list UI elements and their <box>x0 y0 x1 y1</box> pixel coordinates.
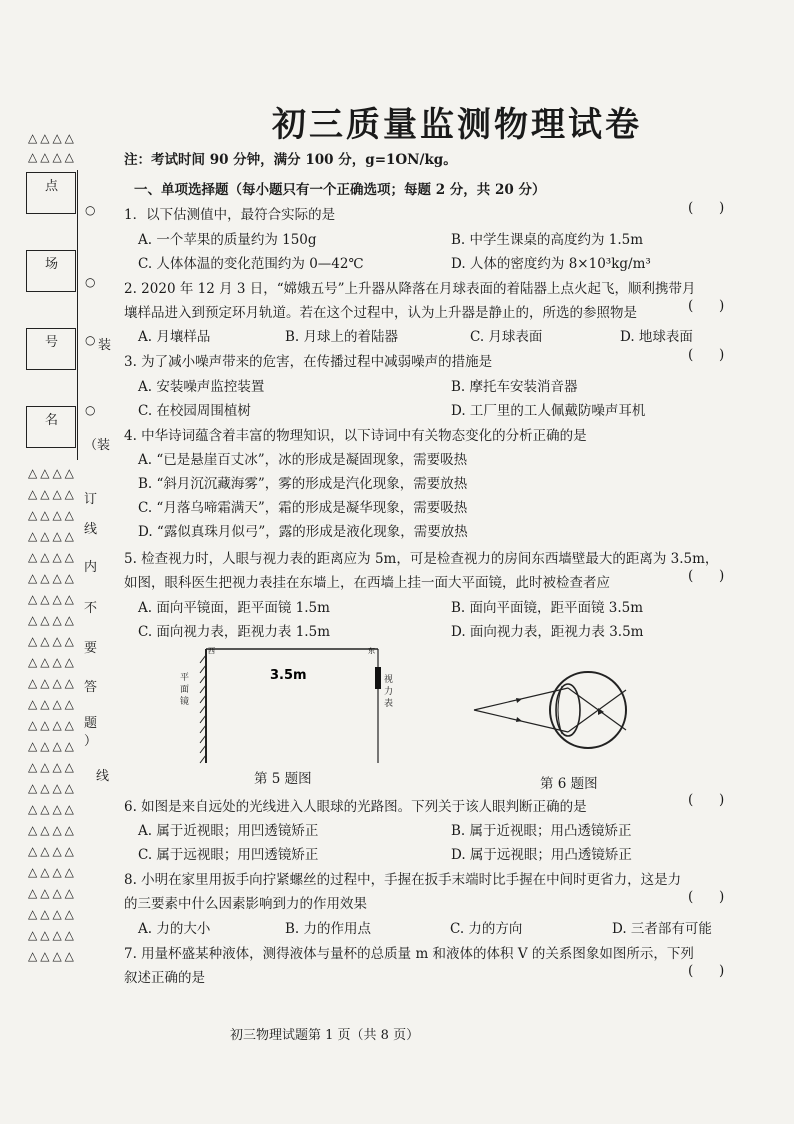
figure-6-eye-diagram <box>470 660 660 760</box>
triangle-row: △△△△ <box>28 529 77 543</box>
triangle-row: △△△△ <box>28 592 77 606</box>
binding-char: 要 <box>84 641 98 656</box>
info-box-2: 场 <box>26 250 76 292</box>
east-label: 东 <box>368 647 375 655</box>
q7-stem-line2: 叙述正确的是 <box>124 970 205 986</box>
triangle-row: △△△△ <box>28 844 77 858</box>
triangle-row: △△△△ <box>28 949 77 963</box>
triangle-row: △△△△ <box>28 697 77 711</box>
mirror-label: 平面镜 <box>180 673 190 707</box>
eye-lens <box>556 684 580 736</box>
q8-option-a: A. 力的大小 <box>138 921 211 937</box>
binding-char: 线 <box>84 522 98 537</box>
binding-char: （装 <box>84 438 111 453</box>
triangle-row: △△△△ <box>28 739 77 753</box>
triangle-row: △△△△ <box>28 613 77 627</box>
q3-option-a: A. 安装噪声监控装置 <box>138 379 265 395</box>
eyeball <box>550 672 626 748</box>
binding-char: 题 <box>84 716 98 731</box>
q6-answer-slot[interactable]: ( ) <box>688 792 725 808</box>
q2-stem-line2: 壤样品进入到预定环月轨道。若在这个过程中，认为上升器是静止的，所选的参照物是 <box>124 305 637 321</box>
triangle-row: △△△△ <box>28 907 77 921</box>
q2-option-a: A. 月壤样品 <box>138 329 211 345</box>
figure-6-caption: 第 6 题图 <box>540 776 598 792</box>
q5-stem-line2: 如图，眼科医生把视力表挂在东墙上，在西墙上挂一面大平面镜，此时被检查者应 <box>124 575 610 591</box>
exam-title: 初三质量监测物理试卷 <box>272 105 642 145</box>
binding-char: 答 <box>84 680 98 695</box>
light-ray-lower-out <box>568 690 626 732</box>
info-box-4: 名 <box>26 406 76 448</box>
triangle-row: △△△△ <box>28 802 77 816</box>
distance-label: 3.5m <box>270 668 307 683</box>
q5-option-d: D. 面向视力表，距视力表 3.5m <box>451 624 644 640</box>
q4-stem: 4. 中华诗词蕴含着丰富的物理知识，以下诗词中有关物态变化的分析正确的是 <box>124 428 587 444</box>
triangle-row: △△△△ <box>28 928 77 942</box>
q6-option-b: B. 属于近视眼；用凸透镜矫正 <box>451 823 632 839</box>
q6-option-a: A. 属于近视眼；用凹透镜矫正 <box>138 823 319 839</box>
q2-stem-line1: 2. 2020 年 12 月 3 日，“嫦娥五号”上升器从降落在月球表面的着陆器上点火起飞，顺利携带月 <box>124 281 696 297</box>
triangle-row: △△△△ <box>28 781 77 795</box>
triangle-row: △△△△ <box>28 466 77 480</box>
binding-circle: ○ <box>85 403 96 417</box>
triangle-row: △△△△ <box>28 131 77 145</box>
info-box-3: 号 <box>26 328 76 370</box>
q1-answer-slot[interactable]: ( ) <box>688 200 725 216</box>
exam-note: 注：考试时间 90 分钟，满分 100 分，g=1ON/kg。 <box>124 152 457 168</box>
q5-option-a: A. 面向平镜面，距平面镜 1.5m <box>138 600 330 616</box>
binding-char: ） <box>84 734 98 749</box>
eye-chart-mark <box>375 667 381 689</box>
figure-5-mirror-diagram <box>172 643 402 765</box>
q1-option-d: D. 人体的密度约为 8×10³kg/m³ <box>451 256 651 272</box>
triangle-row: △△△△ <box>28 571 77 585</box>
triangle-row: △△△△ <box>28 508 77 522</box>
q8-option-b: B. 力的作用点 <box>285 921 372 937</box>
q1-option-c: C. 人体体温的变化范围约为 0—42℃ <box>138 256 364 272</box>
binding-circle: ○ <box>85 333 96 347</box>
q3-option-d: D. 工厂里的工人佩戴防噪声耳机 <box>451 403 646 419</box>
triangle-row: △△△△ <box>28 655 77 669</box>
page-footer: 初三物理试题第 1 页（共 8 页） <box>230 1028 420 1043</box>
q5-answer-slot[interactable]: ( ) <box>688 568 725 584</box>
q1-option-a: A. 一个苹果的质量约为 150g <box>138 232 317 248</box>
q8-option-d: D. 三者部有可能 <box>612 921 712 937</box>
q1-stem: 1．以下估测值中，最符合实际的是 <box>124 207 336 223</box>
binding-line <box>77 170 78 460</box>
binding-char: 不 <box>84 601 98 616</box>
q2-option-b: B. 月球上的着陆器 <box>285 329 399 345</box>
section-heading: 一、单项选择题（每小题只有一个正确选项；每题 2 分，共 20 分） <box>134 182 546 198</box>
q2-option-c: C. 月球表面 <box>470 329 543 345</box>
triangle-row: △△△△ <box>28 634 77 648</box>
q5-option-c: C. 面向视力表，距视力表 1.5m <box>138 624 330 640</box>
binding-circle: ○ <box>85 275 96 289</box>
q6-option-d: D. 属于远视眼；用凸透镜矫正 <box>451 847 632 863</box>
q8-option-c: C. 力的方向 <box>450 921 523 937</box>
q3-stem: 3. 为了减小噪声带来的危害，在传播过程中减弱噪声的措施是 <box>124 354 493 370</box>
west-label: 西 <box>208 647 215 655</box>
binding-char: 订 <box>84 492 98 507</box>
q4-option-c: C. “月落乌啼霜满天”，霜的形成是凝华现象，需要吸热 <box>138 500 468 516</box>
triangle-row: △△△△ <box>28 676 77 690</box>
triangle-row: △△△△ <box>28 760 77 774</box>
triangle-row: △△△△ <box>28 865 77 879</box>
figure-5-caption: 第 5 题图 <box>254 771 312 787</box>
q4-option-b: B. “斜月沉沉藏海雾”，雾的形成是汽化现象，需要放热 <box>138 476 468 492</box>
triangle-row: △△△△ <box>28 718 77 732</box>
triangle-row: △△△△ <box>28 487 77 501</box>
binding-circle: ○ <box>85 203 96 217</box>
q6-stem: 6. 如图是来自远处的光线进入人眼球的光路图。下列关于该人眼判断正确的是 <box>124 799 587 815</box>
binding-margin <box>0 0 120 1124</box>
q3-answer-slot[interactable]: ( ) <box>688 347 725 363</box>
q8-answer-slot[interactable]: ( ) <box>688 889 725 905</box>
q3-option-b: B. 摩托车安装消音器 <box>451 379 578 395</box>
binding-char: 内 <box>84 560 98 575</box>
triangle-row: △△△△ <box>28 550 77 564</box>
q8-stem-line2: 的三要素中什么因素影响到力的作用效果 <box>124 896 367 912</box>
q2-answer-slot[interactable]: ( ) <box>688 298 725 314</box>
q1-option-b: B. 中学生课桌的高度约为 1.5m <box>451 232 644 248</box>
info-box-1: 点 <box>26 172 76 214</box>
light-ray-upper-out <box>568 688 626 730</box>
triangle-row: △△△△ <box>28 150 77 164</box>
eye-chart-label: 视力表 <box>384 675 394 709</box>
binding-char: 线 <box>96 769 110 784</box>
binding-char: 装 <box>98 338 112 353</box>
q7-answer-slot[interactable]: ( ) <box>688 963 725 979</box>
triangle-row: △△△△ <box>28 886 77 900</box>
q5-option-b: B. 面向平面镜，距平面镜 3.5m <box>451 600 644 616</box>
q2-option-d: D. 地球表面 <box>620 329 693 345</box>
q6-option-c: C. 属于远视眼；用凹透镜矫正 <box>138 847 319 863</box>
q8-stem-line1: 8. 小明在家里用扳手向拧紧螺丝的过程中，手握在扳手末端时比手握在中间时更省力，这是力 <box>124 872 682 888</box>
q5-stem-line1: 5. 检查视力时，人眼与视力表的距离应为 5m，可是检查视力的房间东西墙壁最大的距离为 3.5m， <box>124 551 719 567</box>
triangle-row: △△△△ <box>28 823 77 837</box>
q4-option-d: D. “露似真珠月似弓”，露的形成是液化现象，需要放热 <box>138 524 468 540</box>
q4-option-a: A. “已是悬崖百丈冰”，冰的形成是凝固现象，需要吸热 <box>138 452 468 468</box>
q7-stem-line1: 7. 用量杯盛某种液体，测得液体与量杯的总质量 m 和液体的体积 V 的关系图象如图所示，下列 <box>124 946 694 962</box>
q3-option-c: C. 在校园周围植树 <box>138 403 251 419</box>
